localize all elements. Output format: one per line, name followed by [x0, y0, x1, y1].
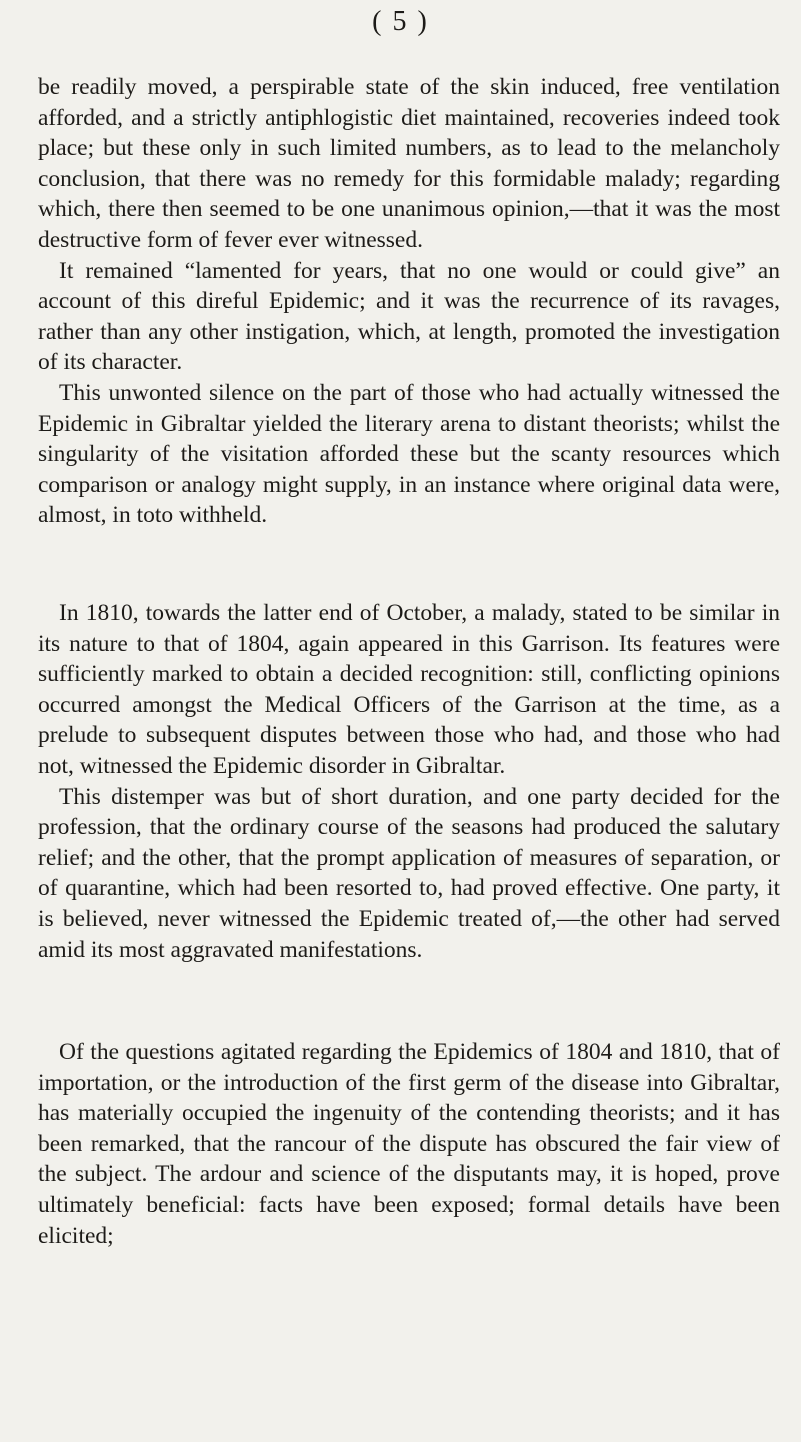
paragraph: Of the questions agitated regarding the Epidemics of 1804 and 1810, that of importation, or the introduction of the first germ of the disease into Gibraltar, has materially occupied the ingenuity of the contending theorists; and it has been remarked, that the rancour of the dispute has obscured the fair view of the subject. The ardour and science of the disputants may, it is hoped, prove ultimately beneficial: facts have been exposed; formal details have been elicited; [38, 1039, 780, 1249]
text-section-3 [38, 1037, 780, 1251]
paragraph: In 1810, towards the latter end of October, a malady, stated to be similar in its nature to that of 1804, again appeared in this Garrison. Its features were sufficiently marked to obtain a decided recognition: still, conflicting opinions occurred amongst the Medical Officers of the Garrison at the time, as a prelude to subsequent disputes between those who had, and those who had not, witnessed the Epidemic disorder in Gibraltar. [38, 600, 780, 779]
paragraph: This distemper was but of short duration, and one party decided for the profession, that the ordinary course of the seasons had produced the salutary relief; and the other, that the prompt application of measures of separation, or of quarantine, which had been resorted to, had proved effective. One party, it is believed, never witnessed the Epidemic treated of,—the other had served amid its most aggravated manifestations. [38, 783, 780, 963]
paragraph: This unwonted silence on the part of those who had actually witnessed the Epidemic in Gibraltar yielded the literary arena to distant theorists; whilst the singularity of the visitation afforded these but the scanty resources which comparison or analogy might supply, in an instance where original data were, almost, in toto withheld. [38, 379, 780, 529]
page-number: ( 5 ) [372, 6, 429, 37]
paragraph: be readily moved, a perspirable state of the skin induced, free ventilation afforded, and a strictly antiphlogistic diet maintained, recoveries indeed took place; but these only in such limited numbers, as to lead to the melancholy conclusion, that there was no remedy for this formidable malady; regarding which, there then seemed to be one unanimous opinion,—that it was the most destructive form of fever ever witnessed. [38, 74, 780, 253]
paragraph: It remained “lamented for years, that no one would or could give” an account of this direful Epidemic; and it was the recurrence of its ravages, rather than any other instigation, which, at length, promoted the investigation of its character. [38, 257, 780, 376]
text-section-1 [38, 72, 780, 531]
text-section-2 [38, 598, 780, 965]
